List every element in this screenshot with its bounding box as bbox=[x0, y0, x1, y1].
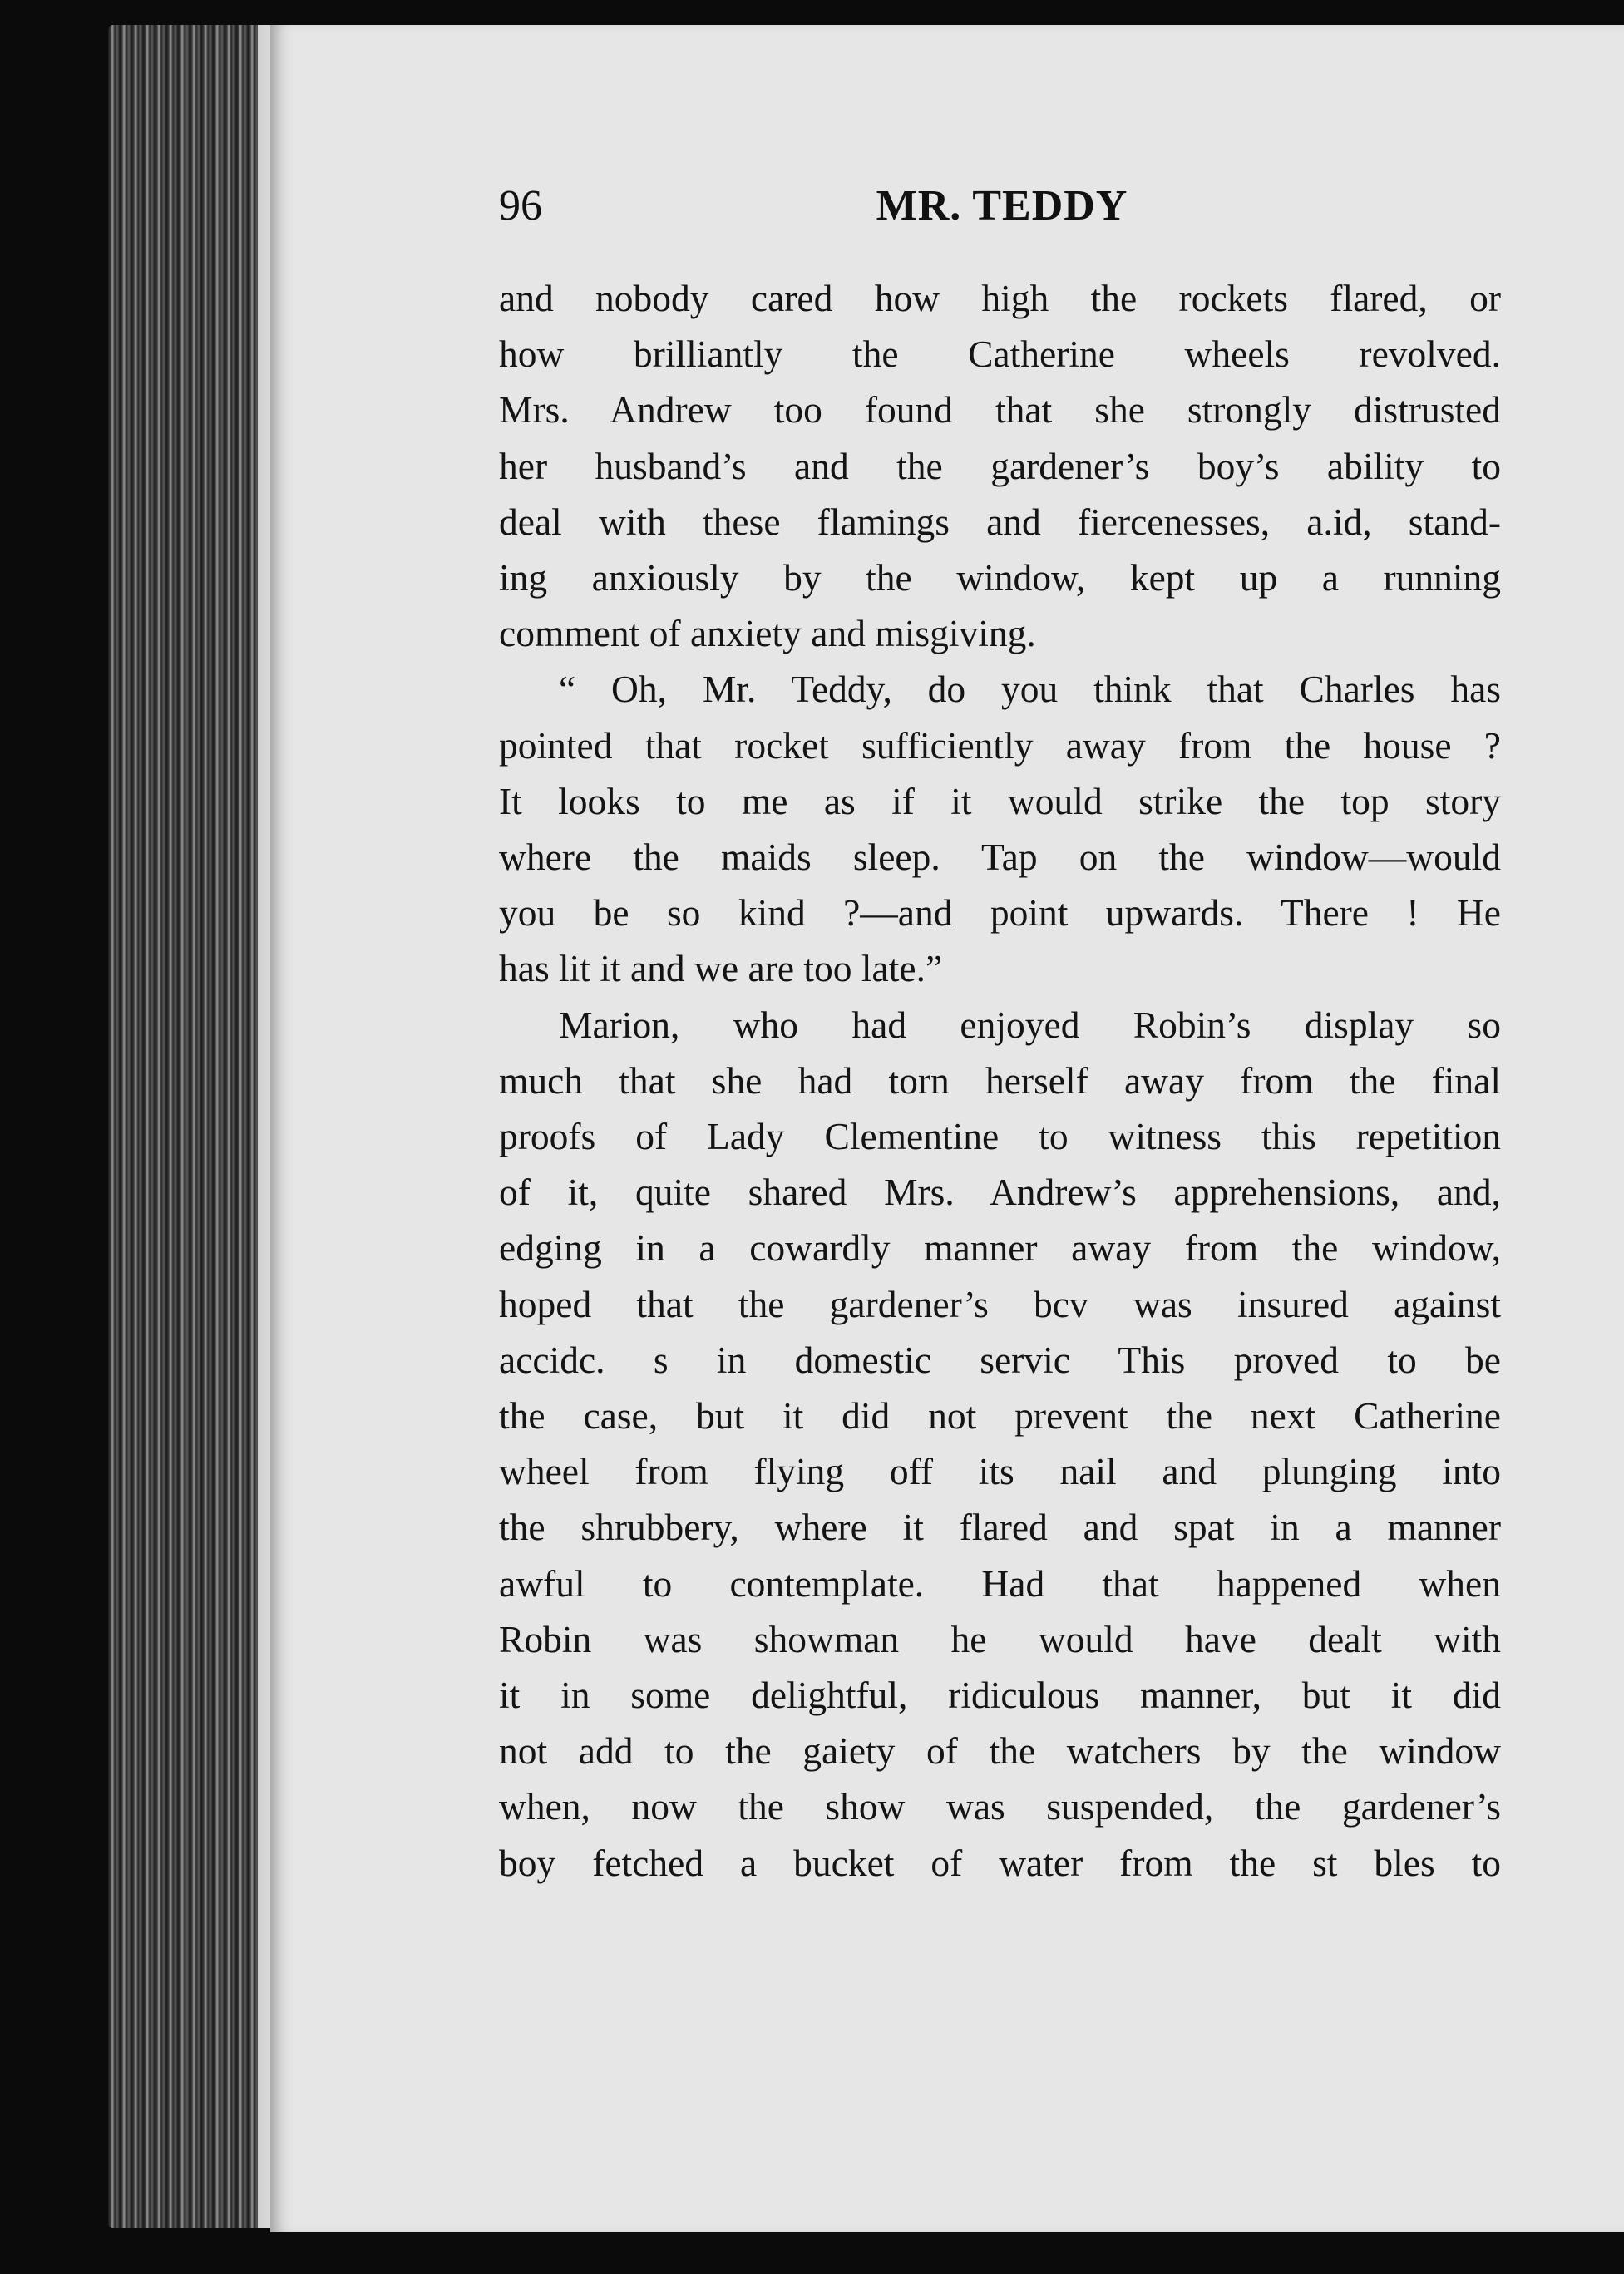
text-line: deal with these flamings and fiercenesses, a.id, stand- bbox=[499, 500, 1501, 543]
running-title: MR. TEDDY bbox=[876, 182, 1128, 229]
text-line: where the maids sleep. Tap on the window—would bbox=[499, 836, 1501, 879]
text-line: “ Oh, Mr. Teddy, do you think that Charles has bbox=[559, 668, 1501, 711]
text-line: hoped that the gardener’s bcv was insured against bbox=[499, 1282, 1501, 1325]
text-line: boy fetched a bucket of water from the st bles to bbox=[499, 1841, 1501, 1884]
text-line: much that she had torn herself away from the final bbox=[499, 1058, 1501, 1102]
text-line: and nobody cared how high the rockets flared, or bbox=[499, 277, 1501, 319]
text-line: how brilliantly the Catherine wheels revolved. bbox=[499, 333, 1501, 376]
body-text bbox=[499, 270, 1501, 1891]
text-line: Marion, who had enjoyed Robin’s display so bbox=[559, 1003, 1501, 1046]
page-header bbox=[499, 181, 1505, 239]
text-line: proofs of Lady Clementine to witness this repetition bbox=[499, 1115, 1501, 1158]
text-line: Robin was showman he would have dealt with bbox=[499, 1617, 1501, 1660]
text-line: the case, but it did not prevent the next Catherine bbox=[499, 1394, 1501, 1438]
text-line: comment of anxiety and misgiving. bbox=[499, 612, 1036, 655]
scan-bottom-border bbox=[270, 2232, 1624, 2274]
text-line: wheel from flying off its nail and plunging into bbox=[499, 1450, 1501, 1493]
text-line: has lit it and we are too late.” bbox=[499, 947, 943, 990]
text-line: her husband’s and the gardener’s boy’s ability to bbox=[499, 444, 1501, 487]
text-line: Mrs. Andrew too found that she strongly distrusted bbox=[499, 388, 1501, 432]
text-line: ing anxiously by the window, kept up a running bbox=[499, 556, 1501, 599]
page-edges bbox=[108, 25, 283, 2228]
text-line: you be so kind ?—and point upwards. There ! He bbox=[499, 891, 1501, 935]
text-line: awful to contemplate. Had that happened when bbox=[499, 1561, 1501, 1605]
text-line: It looks to me as if it would strike the top story bbox=[499, 779, 1501, 822]
text-line: the shrubbery, where it flared and spat in a manner bbox=[499, 1506, 1501, 1549]
text-line: pointed that rocket sufficiently away from the house ? bbox=[499, 723, 1501, 767]
text-line: it in some delightful, ridiculous manner, but it did bbox=[499, 1674, 1501, 1717]
text-line: not add to the gaiety of the watchers by the window bbox=[499, 1729, 1501, 1773]
text-line: when, now the show was suspended, the gardener’s bbox=[499, 1785, 1501, 1828]
text-line: of it, quite shared Mrs. Andrew’s apprehensions, and, bbox=[499, 1171, 1501, 1214]
text-line: edging in a cowardly manner away from the window, bbox=[499, 1226, 1501, 1270]
text-line: accidc. s in domestic servic This proved to be bbox=[499, 1338, 1501, 1381]
page-number: 96 bbox=[499, 182, 542, 229]
